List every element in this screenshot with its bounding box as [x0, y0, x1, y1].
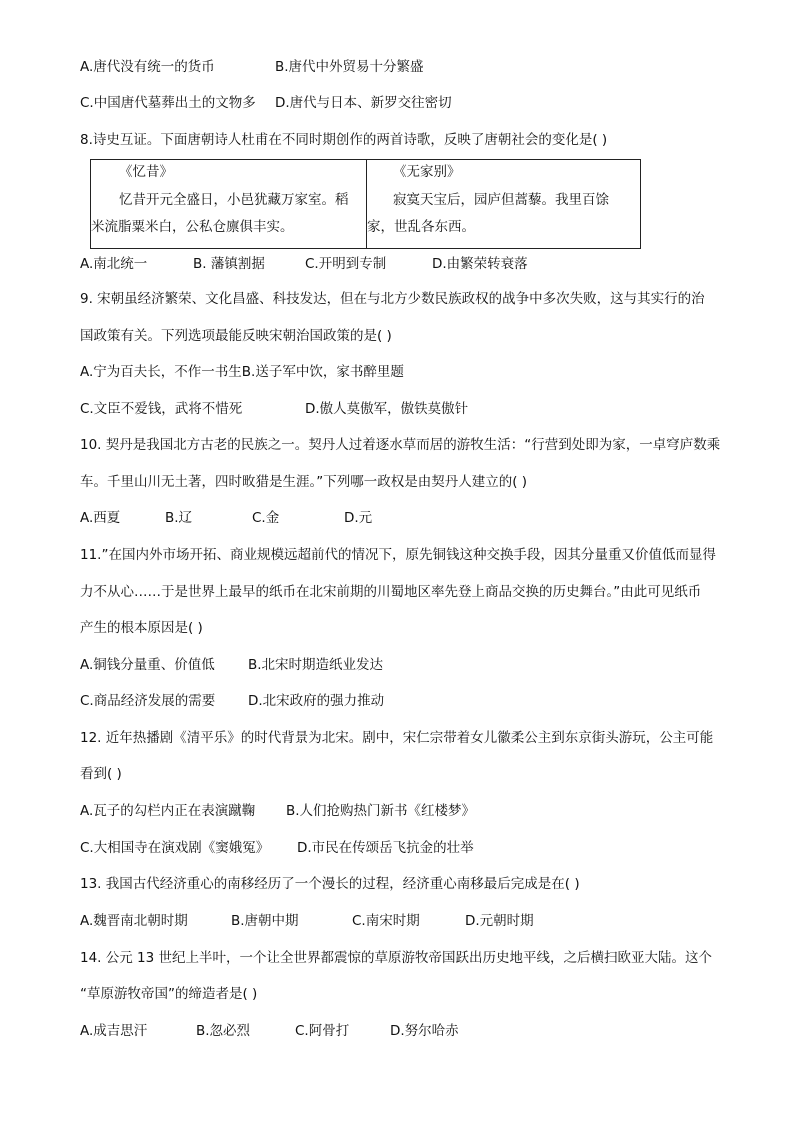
q11-stem-line1: 11.”在国内外市场开拓、商业规模远超前代的情况下，原先铜钱这种交换手段，因其分量重又价值低而显得: [80, 547, 716, 563]
q13-option-d: D.元朝时期: [465, 913, 534, 929]
q11-option-b: B.北宋时期造纸业发达: [248, 657, 384, 673]
q7-option-a: A.唐代没有统一的货币: [80, 59, 215, 75]
q13-option-b: B.唐朝中期: [231, 913, 299, 929]
q9-stem-line1: 9. 宋朝虽经济繁荣、文化昌盛、科技发达，但在与北方少数民族政权的战争中多次失败，这与其实行的治: [80, 291, 705, 307]
q11-option-a: A.铜钱分量重、价值低: [80, 657, 215, 673]
q9-stem-line2: 国政策有关。下列选项最能反映宋朝治国政策的是( ): [80, 328, 392, 344]
q10-option-a: A.西夏: [80, 510, 121, 526]
q12-option-a: A.瓦子的勾栏内正在表演蹴鞠: [80, 803, 256, 819]
q12-option-b: B.人们抢购热门新书《红楼梦》: [286, 803, 476, 819]
q12-stem-line2: 看到( ): [80, 766, 122, 782]
q11-stem-line2: 力不从心……于是世界上最早的纸币在北宋前期的川蜀地区率先登上商品交换的历史舞台。”由此可见纸币: [80, 584, 702, 600]
q14-option-d: D.努尔哈赤: [390, 1023, 459, 1039]
q8-option-b: B. 藩镇割据: [193, 256, 265, 272]
q8-stem: 8.诗史互证。下面唐朝诗人杜甫在不同时期创作的两首诗歌，反映了唐朝社会的变化是( ): [80, 132, 608, 148]
q14-stem-line1: 14. 公元 13 世纪上半叶，一个让全世界都震惊的草原游牧帝国跃出历史地平线，之后横扫欧亚大陆。这个: [80, 950, 713, 966]
q7-option-b: B.唐代中外贸易十分繁盛: [275, 59, 424, 75]
q10-option-d: D.元: [344, 510, 373, 526]
q13-option-a: A.魏晋南北朝时期: [80, 913, 188, 929]
q13-stem: 13. 我国古代经济重心的南移经历了一个漫长的过程，经济重心南移最后完成是在( ): [80, 876, 580, 892]
q14-option-b: B.忽必烈: [196, 1023, 251, 1039]
poem1-line1: 忆昔开元全盛日，小邑犹藏万家室。稻: [119, 192, 349, 208]
q14-stem-line2: “草原游牧帝国”的缔造者是( ): [80, 986, 258, 1002]
q10-option-b: B.辽: [165, 510, 193, 526]
poem2-line2: 家，世乱各东西。: [367, 219, 475, 235]
poem2-line1: 寂寞天宝后，园庐但蒿藜。我里百馀: [393, 192, 609, 208]
q10-option-c: C.金: [252, 510, 280, 526]
q13-option-c: C.南宋时期: [352, 913, 420, 929]
poem1-title: 《忆昔》: [119, 164, 173, 180]
q14-option-a: A.成吉思汗: [80, 1023, 148, 1039]
q12-stem-line1: 12. 近年热播剧《清平乐》的时代背景为北宋。剧中，宋仁宗带着女儿徽柔公主到东京街头游玩，公主可能: [80, 730, 714, 746]
q7-option-d: D.唐代与日本、新罗交往密切: [275, 95, 452, 111]
q11-option-c: C.商品经济发展的需要: [80, 693, 216, 709]
q10-stem-line1: 10. 契丹是我国北方古老的民族之一。契丹人过着逐水草而居的游牧生活：“行营到处即为家，一卓穹庐数乘: [80, 437, 721, 453]
q10-stem-line2: 车。千里山川无土著，四时畋猎是生涯。”下列哪一政权是由契丹人建立的( ): [80, 474, 528, 490]
poem1-line2: 米流脂粟米白，公私仓廪俱丰实。: [91, 219, 294, 235]
q8-option-a: A.南北统一: [80, 256, 148, 272]
q9-options-ab: A.宁为百夫长，不作一书生B.送子军中饮，家书醉里题: [80, 364, 404, 380]
q14-option-c: C.阿骨打: [295, 1023, 350, 1039]
q7-option-c: C.中国唐代墓葬出土的文物多: [80, 95, 256, 111]
q9-option-c: C.文臣不爱钱，武将不惜死: [80, 401, 243, 417]
q12-option-c: C.大相国寺在演戏剧《窦娥冤》: [80, 840, 270, 856]
q8-option-c: C.开明到专制: [305, 256, 387, 272]
q11-stem-line3: 产生的根本原因是( ): [80, 620, 203, 636]
q9-option-d: D.傲人莫傲军，傲铁莫傲针: [305, 401, 469, 417]
q8-option-d: D.由繁荣转衰落: [432, 256, 528, 272]
q11-option-d: D.北宋政府的强力推动: [248, 693, 385, 709]
poem2-title: 《无家别》: [393, 164, 461, 180]
q12-option-d: D.市民在传颂岳飞抗金的壮举: [297, 840, 474, 856]
